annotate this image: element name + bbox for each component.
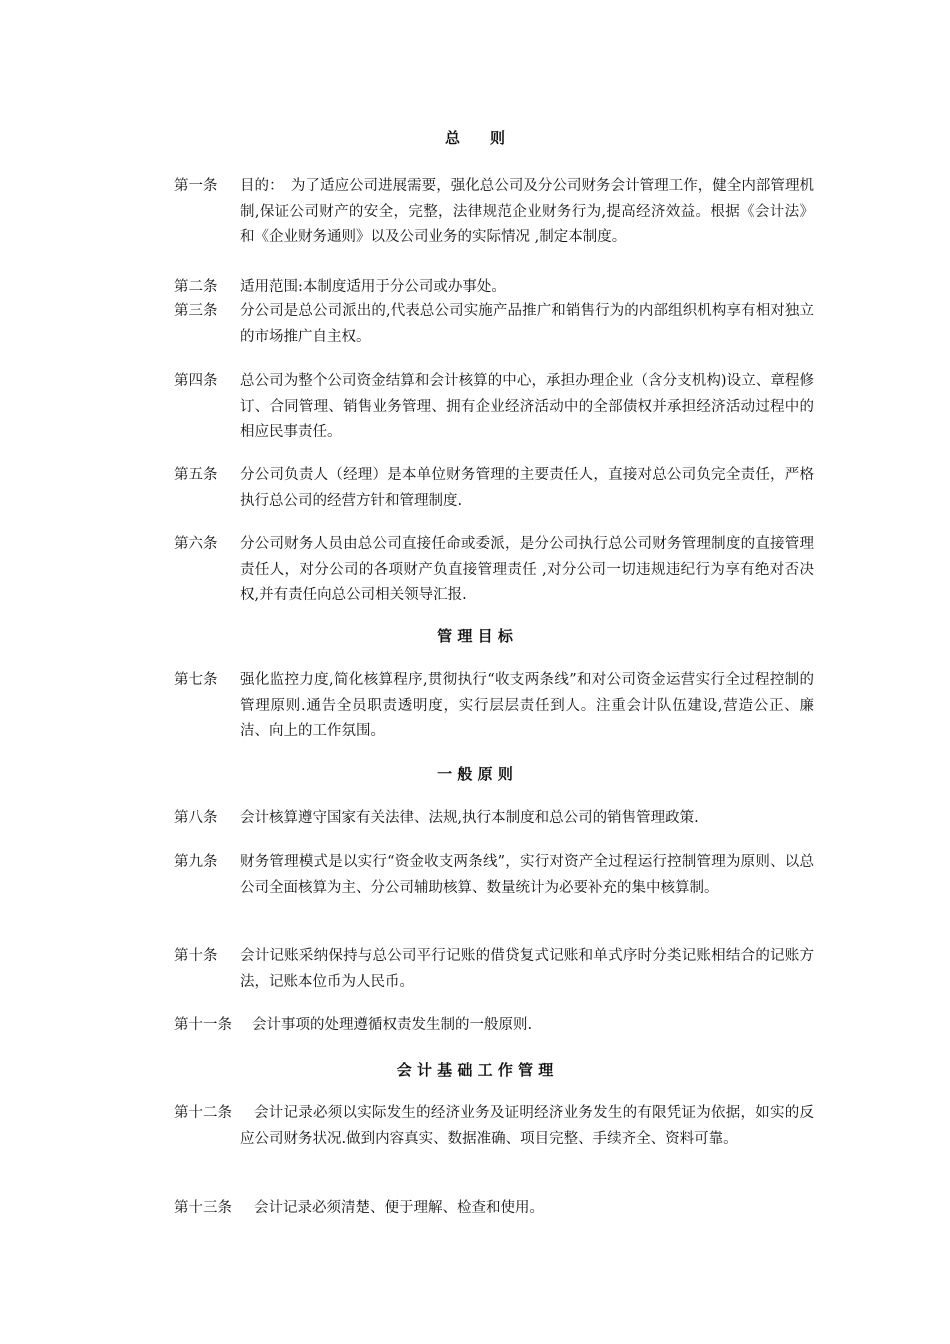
article-text: 强化监控力度,简化核算程序,贯彻执行“收支两条线”和对公司资金运营实行全过程控制的管理原则.通告全员职责透明度，实行层层责任到人。注重会计队伍建设,营造公正、廉洁、向上的工作氛围。 [240, 672, 814, 739]
article-2 [174, 275, 814, 301]
article-label: 第二条 [174, 279, 218, 295]
article-text: 会计记账采纳保持与总公司平行记账的借贷复式记账和单式序时分类记账相结合的记账方法，记账本位币为人民币。 [240, 948, 814, 990]
article-label: 第七条 [174, 672, 218, 688]
article-4 [174, 369, 814, 446]
article-text: 财务管理模式是以实行“资金收支两条线”，实行对资产全过程运行控制管理为原则、以总公司全面核算为主、分公司辅助核算、数量统计为必要补充的集中核算制。 [240, 854, 814, 896]
article-label: 第十一条 [174, 1017, 232, 1033]
article-text: 目的： 为了适应公司进展需要，强化总公司及分公司财务会计管理工作，健全内部管理机制,保证公司财产的安全，完整，法律规范企业财务行为,提高经济效益。根据《会计法》和《企业财务通则》以及公司业务的实际情况 ,制定本制度。 [240, 178, 814, 245]
article-5 [174, 463, 814, 514]
article-13 [174, 1196, 814, 1222]
article-7 [174, 668, 814, 745]
section-heading-general-principles: 一 般 原 则 [437, 765, 513, 783]
article-8 [174, 806, 814, 832]
article-6 [174, 532, 814, 609]
article-text: 总公司为整个公司资金结算和会计核算的中心，承担办理企业（含分支机构)设立、章程修订、合同管理、销售业务管理、拥有企业经济活动中的全部债权并承担经济活动过程中的相应民事责任。 [240, 373, 814, 440]
article-label: 第三条 [174, 303, 218, 319]
article-text: 分公司是总公司派出的,代表总公司实施产品推广和销售行为的内部组织机构享有相对独立的市场推广自主权。 [240, 303, 814, 345]
article-10 [174, 944, 814, 995]
section-heading-accounting-basics: 会 计 基 础 工 作 管 理 [396, 1061, 554, 1079]
article-label: 第六条 [174, 536, 218, 552]
article-label: 第九条 [174, 854, 218, 870]
article-label: 第十条 [174, 948, 218, 964]
article-text: 会计事项的处理遵循权责发生制的一般原则. [252, 1017, 533, 1033]
article-1 [174, 174, 814, 251]
article-text: 适用范围:本制度适用于分公司或办事处。 [240, 279, 506, 295]
article-label: 第四条 [174, 373, 218, 389]
article-label: 第十三条 [174, 1200, 232, 1216]
article-text: 会计记录必须以实际发生的经济业务及证明经济业务发生的有限凭证为依据，如实的反应公司财务状况.做到内容真实、数据准确、项目完整、手续齐全、资料可靠。 [240, 1105, 814, 1147]
article-label: 第五条 [174, 467, 218, 483]
article-3 [174, 299, 814, 350]
article-text: 分公司财务人员由总公司直接任命或委派，是分公司执行总公司财务管理制度的直接管理责任人，对分公司的各项财产负直接管理责任 ,对分公司一切违规违纪行为享有绝对否决权,并有责任向总公司相关领导汇报. [240, 536, 814, 603]
article-text: 会计核算遵守国家有关法律、法规,执行本制度和总公司的销售管理政策. [240, 810, 699, 826]
article-11 [174, 1013, 814, 1039]
article-text: 分公司负责人（经理）是本单位财务管理的主要责任人，直接对总公司负完全责任，严格执行总公司的经营方针和管理制度. [240, 467, 814, 509]
article-text: 会计记录必须清楚、便于理解、检查和使用。 [254, 1200, 544, 1216]
article-9 [174, 850, 814, 901]
article-12 [174, 1101, 814, 1152]
section-heading-management-goals: 管 理 目 标 [437, 627, 513, 645]
article-label: 第十二条 [174, 1105, 232, 1121]
section-heading-general: 总 则 [444, 129, 505, 147]
article-label: 第一条 [174, 178, 218, 194]
article-label: 第八条 [174, 810, 218, 826]
